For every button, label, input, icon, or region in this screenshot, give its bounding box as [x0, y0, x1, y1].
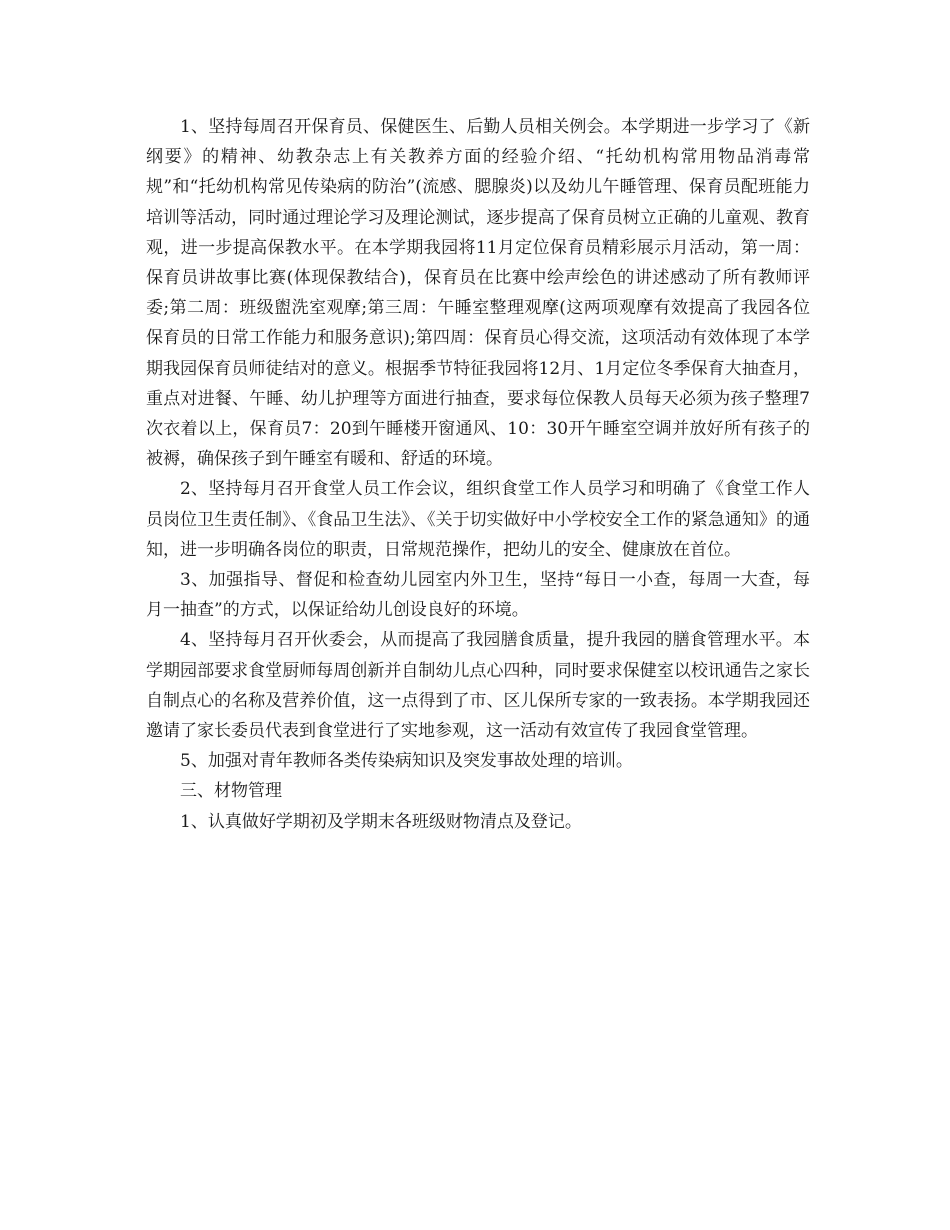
paragraph-weekly-meetings: 1、坚持每周召开保育员、保健医生、后勤人员相关例会。本学期进一步学习了《新纲要》的精神、幼教杂志上有关教养方面的经验介绍、“托幼机构常用物品消毒常规”和“托幼机构常见传染病的防治”(流感、腮腺炎)以及幼儿午睡管理、保育员配班能力培训等活动，同时通过理论学习及理论测试，逐步提高了保育员树立正确的儿童观、教育观，进一步提高保教水平。在本学期我园将11月定位保育员精彩展示月活动，第一周：保育员讲故事比赛(体现保教结合)，保育员在比赛中绘声绘色的讲述感动了所有教师评委;第二周：班级盥洗室观摩;第三周：午睡室整理观摩(这两项观摩有效提高了我园各位保育员的日常工作能力和服务意识);第四周：保育员心得交流，这项活动有效体现了本学期我园保育员师徒结对的意义。根据季节特征我园将12月、1月定位冬季保育大抽查月，重点对进餐、午睡、幼儿护理等方面进行抽查，要求每位保教人员每天必须为孩子整理7次衣着以上，保育员7：20到午睡楼开窗通风、10：30开午睡室空调并放好所有孩子的被褥，确保孩子到午睡室有暖和、舒适的环境。 — [146, 117, 810, 470]
paragraph-canteen-meetings: 2、坚持每月召开食堂人员工作会议，组织食堂工作人员学习和明确了《食堂工作人员岗位卫生责任制》、《食品卫生法》、《关于切实做好中小学校安全工作的紧急通知》的通知，进一步明确各岗位的职责，日常规范操作，把幼儿的安全、健康放在首位。 — [146, 479, 810, 560]
document-body — [146, 112, 810, 837]
section-heading-materials: 三、材物管理 — [180, 781, 282, 802]
paragraph-inventory: 1、认真做好学期初及学期末各班级财物清点及登记。 — [180, 811, 582, 832]
paragraph-teacher-training: 5、加强对青年教师各类传染病知识及突发事故处理的培训。 — [180, 751, 633, 772]
paragraph-hygiene-inspection: 3、加强指导、督促和检查幼儿园室内外卫生，坚持“每日一小查，每周一大查，每月一抽查”的方式，以保证给幼儿创设良好的环境。 — [146, 570, 810, 621]
paragraph-meal-committee: 4、坚持每月召开伙委会，从而提高了我园膳食质量，提升我园的膳食管理水平。本学期园部要求食堂厨师每周创新并自制幼儿点心四种，同时要求保健室以校讯通告之家长自制点心的名称及营养价值，这一点得到了市、区儿保所专家的一致表扬。本学期我园还邀请了家长委员代表到食堂进行了实地参观，这一活动有效宣传了我园食堂管理。 — [146, 630, 810, 742]
